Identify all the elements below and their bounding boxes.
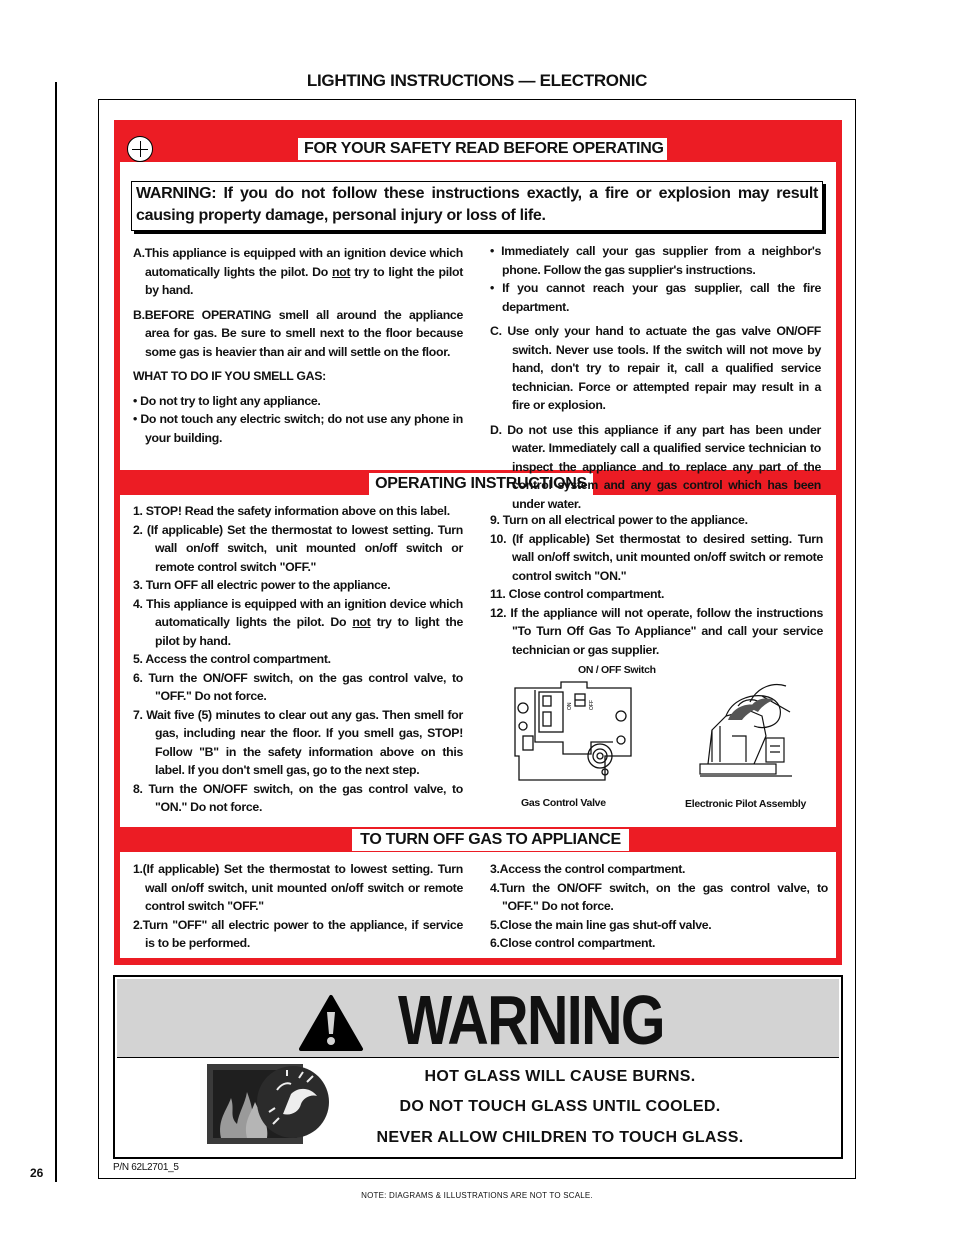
- turnoff-step: 4.Turn the ON/OFF switch, on the gas control valve, to "OFF." Do not force.: [490, 880, 828, 913]
- pilot-assembly-label: Electronic Pilot Assembly: [685, 798, 807, 810]
- operating-step: 1. STOP! Read the safety information above on this label.: [133, 504, 450, 518]
- not-emphasis: not: [352, 615, 371, 629]
- smell-bullet: • Do not try to light any appliance.: [133, 393, 321, 408]
- warning-line: DO NOT TOUCH GLASS UNTIL COOLED.: [399, 1098, 721, 1115]
- operating-step: 11. Close control compartment.: [490, 587, 665, 601]
- operating-right-column: [490, 511, 823, 659]
- operating-heading: OPERATING INSTRUCTIONS: [369, 473, 593, 495]
- operating-step: 10. (If applicable) Set thermostat to desired setting. Turn wall on/off switch, unit mounted on/off switch or remote control switch "ON.": [490, 531, 823, 583]
- safety-item-b: B.BEFORE OPERATING smell all around the appliance area for gas. Be sure to smell next to the floor because some gas is heavier than air and will settle on the floor.: [133, 307, 463, 359]
- not-emphasis: not: [332, 264, 351, 279]
- warning-line: NEVER ALLOW CHILDREN TO TOUCH GLASS.: [376, 1129, 744, 1146]
- safety-right-column: [490, 242, 821, 513]
- hot-glass-icon: [207, 1064, 331, 1144]
- operating-step: 9. Turn on all electrical power to the appliance.: [490, 513, 748, 527]
- pilot-assembly-illustration: [692, 676, 802, 784]
- safety-item-c: C. Use only your hand to actuate the gas valve ON/OFF switch. Never use tools. If the switch will not move by hand, don't try to repair it, call a qualified service technician. Force or attempted repair may result in a fire or explosion.: [490, 324, 821, 412]
- smell-gas-heading: WHAT TO DO IF YOU SMELL GAS:: [133, 369, 326, 383]
- switch-on-text: ON: [567, 702, 573, 710]
- turnoff-left-column: [133, 860, 463, 953]
- footer-note: NOTE: DIAGRAMS & ILLUSTRATIONS ARE NOT TO SCALE.: [361, 1191, 593, 1200]
- crosshair-icon: [127, 136, 153, 162]
- gas-control-valve-label: Gas Control Valve: [521, 797, 606, 809]
- turnoff-step: 3.Access the control compartment.: [490, 862, 686, 876]
- operating-step: 2. (If applicable) Set the thermostat to lowest setting. Turn wall on/off switch, unit mounted on/off switch or remote control switch "OFF.": [133, 522, 463, 574]
- warning-triangle-icon: [298, 994, 364, 1052]
- operating-step: 6. Turn the ON/OFF switch, on the gas control valve, to "OFF." Do not force.: [133, 670, 463, 703]
- safety-heading: FOR YOUR SAFETY READ BEFORE OPERATING: [298, 138, 667, 160]
- turnoff-step: 6.Close control compartment.: [490, 936, 656, 950]
- safety-item-a-text-end: try to light the pilot by hand.: [145, 264, 463, 297]
- operating-step-4-text: 4. This appliance is equipped with an ignition device which automatically lights the pilot. Do: [133, 596, 463, 629]
- warning-word: WARNING: [398, 981, 664, 1059]
- page-number: 26: [30, 1166, 44, 1180]
- operating-step: 8. Turn the ON/OFF switch, on the gas control valve, to "ON." Do not force.: [133, 781, 463, 814]
- operating-step-4: [133, 595, 463, 651]
- safety-item-a: [133, 244, 463, 300]
- turnoff-step: 1.(If applicable) Set the thermostat to lowest setting. Turn wall on/off switch, unit mounted on/off switch or remote control switch "OFF.": [133, 862, 463, 913]
- on-off-switch-label: ON / OFF Switch: [578, 664, 656, 676]
- smell-bullet: • If you cannot reach your gas supplier, call the fire department.: [490, 281, 821, 314]
- operating-step: 5. Access the control compartment.: [133, 652, 331, 666]
- turnoff-step: 2.Turn "OFF" all electric power to the appliance, if service is to be performed.: [133, 917, 463, 950]
- smell-bullet: • Immediately call your gas supplier from a neighbor's phone. Follow the gas supplier's instructions.: [490, 244, 821, 277]
- smell-bullet: • Do not touch any electric switch; do not use any phone in your building.: [133, 412, 463, 445]
- warning-line: HOT GLASS WILL CAUSE BURNS.: [424, 1068, 696, 1085]
- operating-left-column: [133, 502, 463, 817]
- gas-control-valve-illustration: [505, 676, 645, 794]
- part-number: P/N 62L2701_5: [113, 1162, 179, 1173]
- safety-left-column: [133, 244, 463, 447]
- operating-step: 12. If the appliance will not operate, follow the instructions "To Turn Off Gas To Appliance" and call your service technician or gas supplier.: [490, 605, 823, 657]
- left-margin-rule: [55, 82, 57, 1182]
- operating-step: 7. Wait five (5) minutes to clear out any gas. Then smell for gas, including near the floor. If you smell gas, STOP! Follow "B" in the safety information above on this label. If you don't smell gas, go to the next step.: [133, 707, 463, 777]
- safety-item-a-text: A.This appliance is equipped with an ignition device which automatically lights the pilot. Do: [133, 246, 463, 279]
- safety-item-d: D. Do not use this appliance if any part has been under water. Immediately call a qualified service technician to inspect the appliance and to replace any part of the control system and any gas control which has been under water.: [490, 422, 821, 511]
- warning-statement: WARNING: If you do not follow these instructions exactly, a fire or explosion may result causing property damage, personal injury or loss of life.: [131, 181, 823, 231]
- turnoff-right-column: [490, 860, 828, 953]
- switch-off-text: OFF: [589, 700, 595, 710]
- turnoff-step: 5.Close the main line gas shut-off valve.: [490, 917, 712, 932]
- page-title: LIGHTING INSTRUCTIONS — ELECTRONIC: [306, 71, 648, 90]
- operating-step-4-text-end: try to light the pilot by hand.: [155, 615, 463, 648]
- turnoff-heading: TO TURN OFF GAS TO APPLIANCE: [352, 829, 629, 851]
- operating-step: 3. Turn OFF all electric power to the appliance.: [133, 578, 391, 592]
